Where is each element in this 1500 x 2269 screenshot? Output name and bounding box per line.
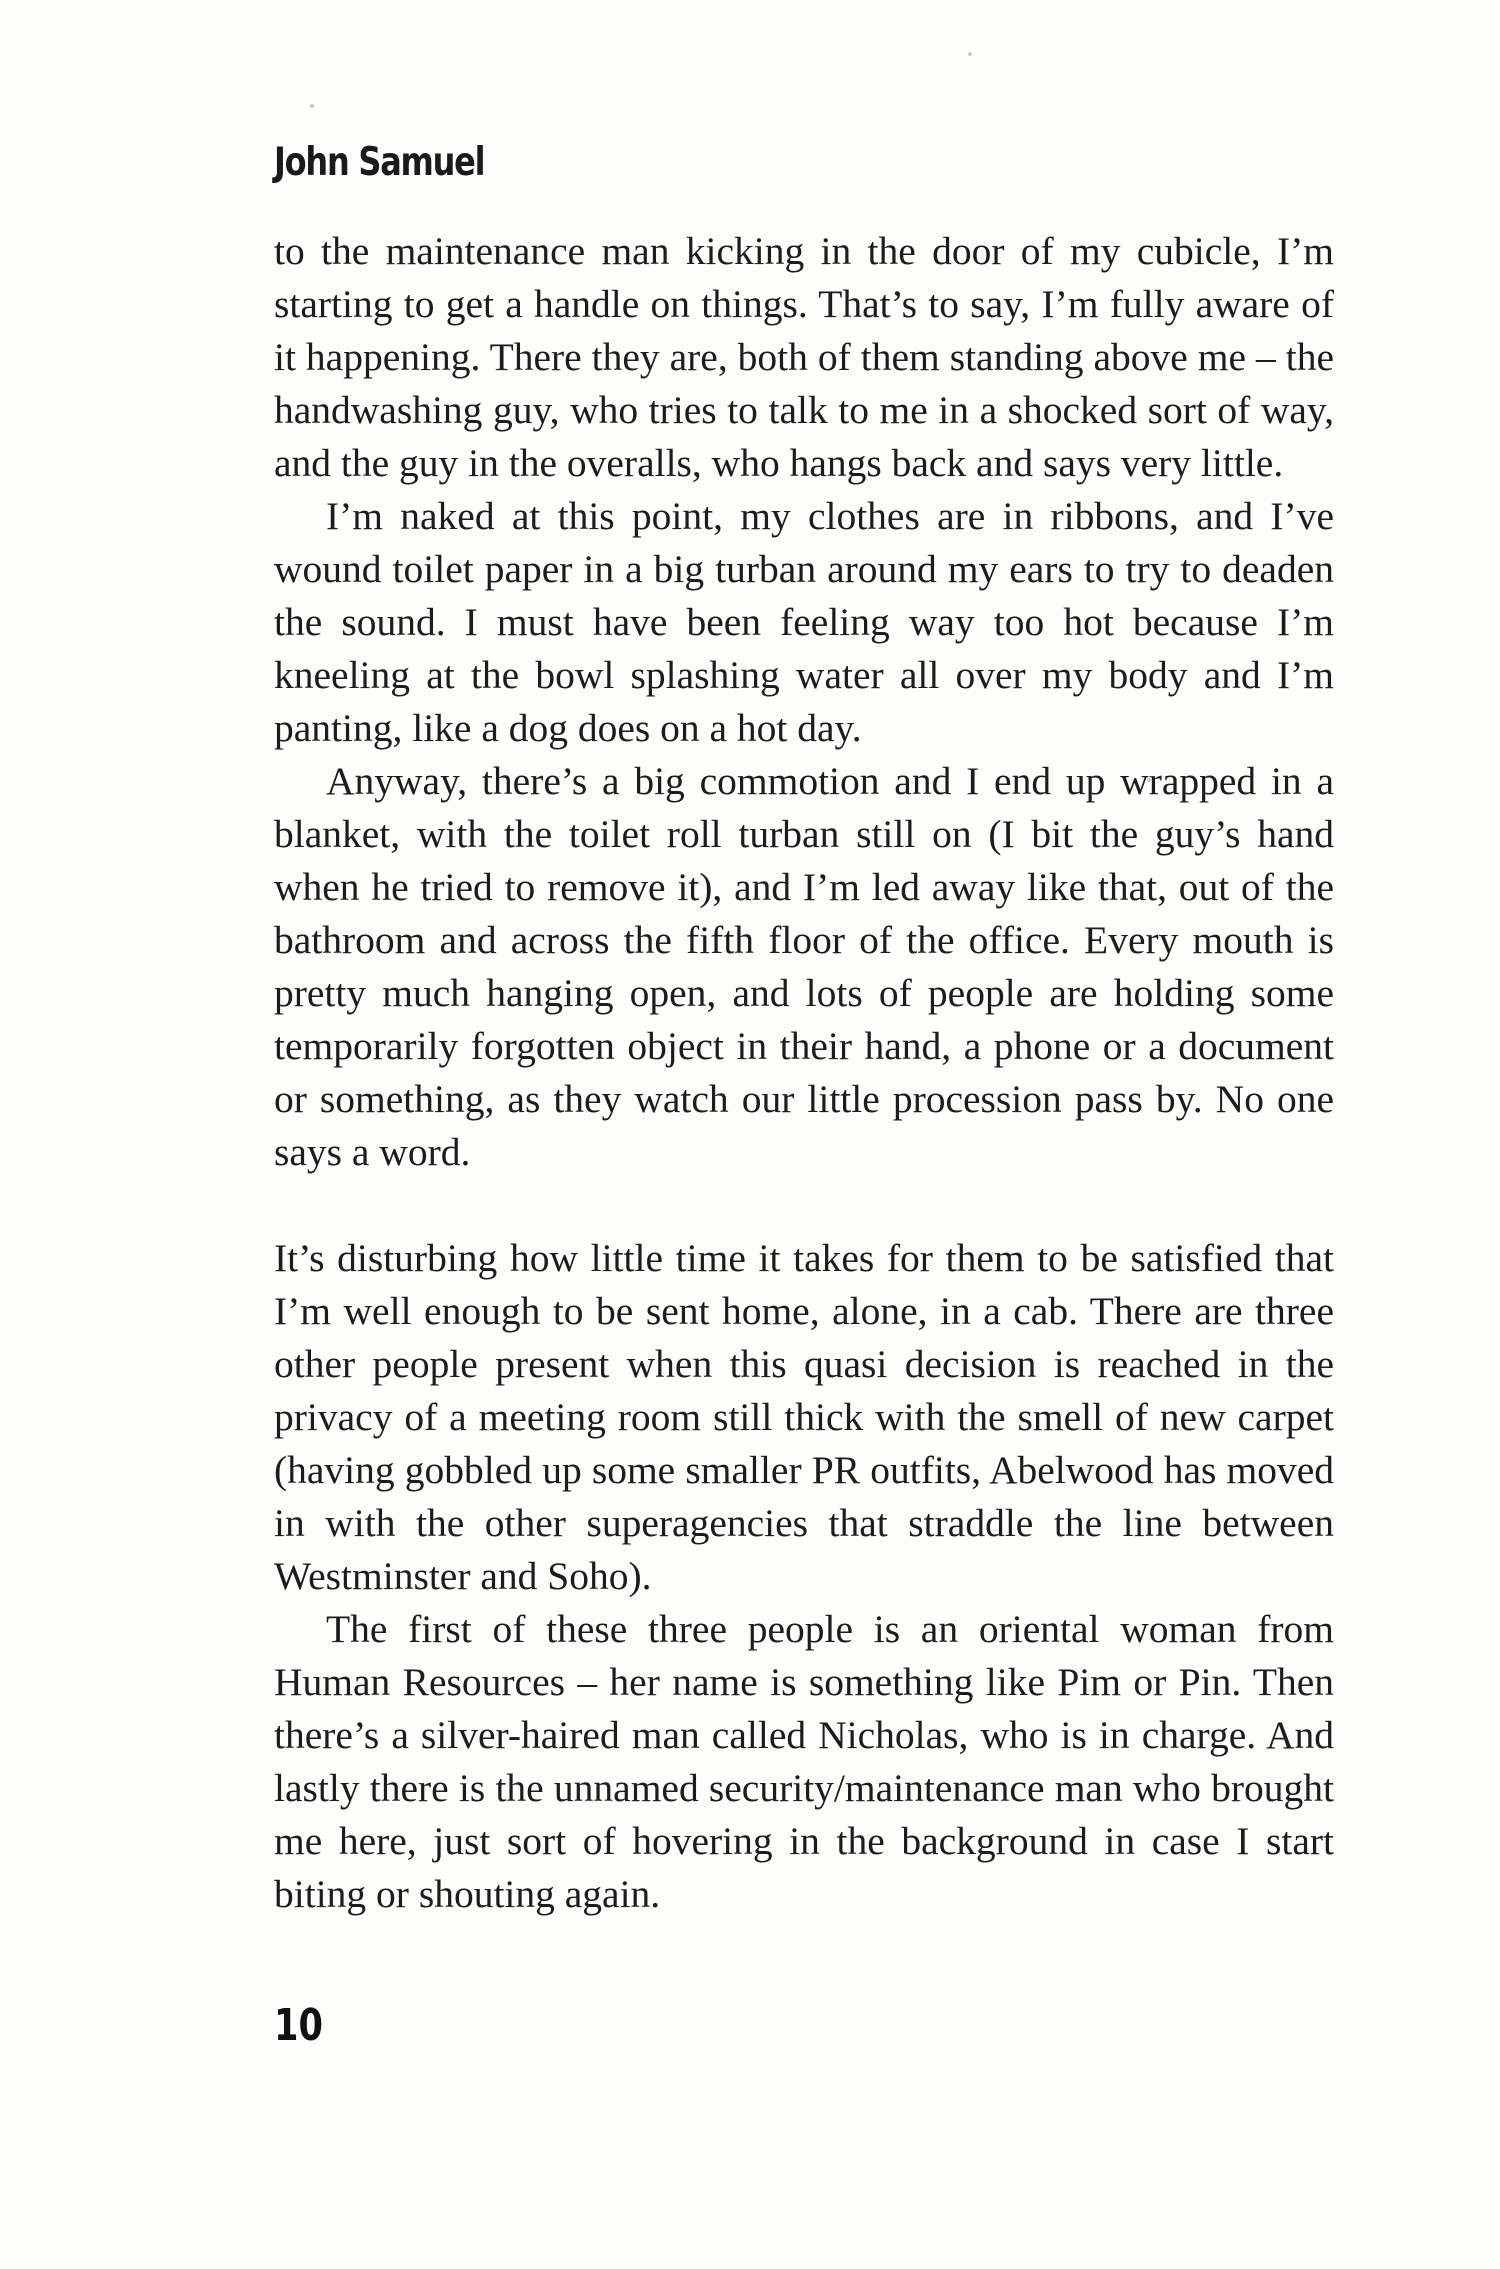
paragraph: Anyway, there’s a big commotion and I end up wrapped in a blanket, with the toilet roll turban still on (I bit the guy’s hand when he tried to remove it), and I’m led away like that, out of the bathroom and across the fifth floor of the office. Every mouth is pretty much hanging open, and lots of people are holding some temporarily forgotten object in their hand, a phone or a document or something, as they watch our little procession pass by. No one says a word. (274, 759, 1334, 1174)
paper-speck (968, 52, 972, 56)
running-head-author: John Samuel (274, 140, 485, 185)
paragraph: I’m naked at this point, my clothes are in ribbons, and I’ve wound toilet paper in a big turban around my ears to try to deaden the sound. I must have been feeling way too hot because I’m kneeling at the bowl splashing water all over my body and I’m panting, like a dog does on a hot day. (274, 494, 1334, 750)
paper-speck (310, 104, 314, 108)
paragraph: The first of these three people is an oriental woman from Human Resources – her name is something like Pim or Pin. Then there’s a silver-haired man called Nicholas, who is in charge. And lastly there is the unnamed security/maintenance man who brought me here, just sort of hovering in the background in case I start biting or shouting again. (274, 1607, 1334, 1916)
page-number: 10 (274, 2000, 323, 2051)
paragraph: to the maintenance man kicking in the door of my cubicle, I’m starting to get a handle on things. That’s to say, I’m fully aware of it happening. There they are, both of them standing above me – the handwashing guy, who tries to talk to me in a shocked sort of way, and the guy in the overalls, who hangs back and says very little. (274, 229, 1334, 485)
paragraph: It’s disturbing how little time it takes for them to be satisfied that I’m well enough to be sent home, alone, in a cab. There are three other people present when this quasi decision is reached in the privacy of a meeting room still thick with the smell of new carpet (having gobbled up some smaller PR outfits, Abelwood has moved in with the other superagencies that straddle the line between Westminster and Soho). (274, 1236, 1334, 1598)
body-text (274, 225, 1334, 1921)
